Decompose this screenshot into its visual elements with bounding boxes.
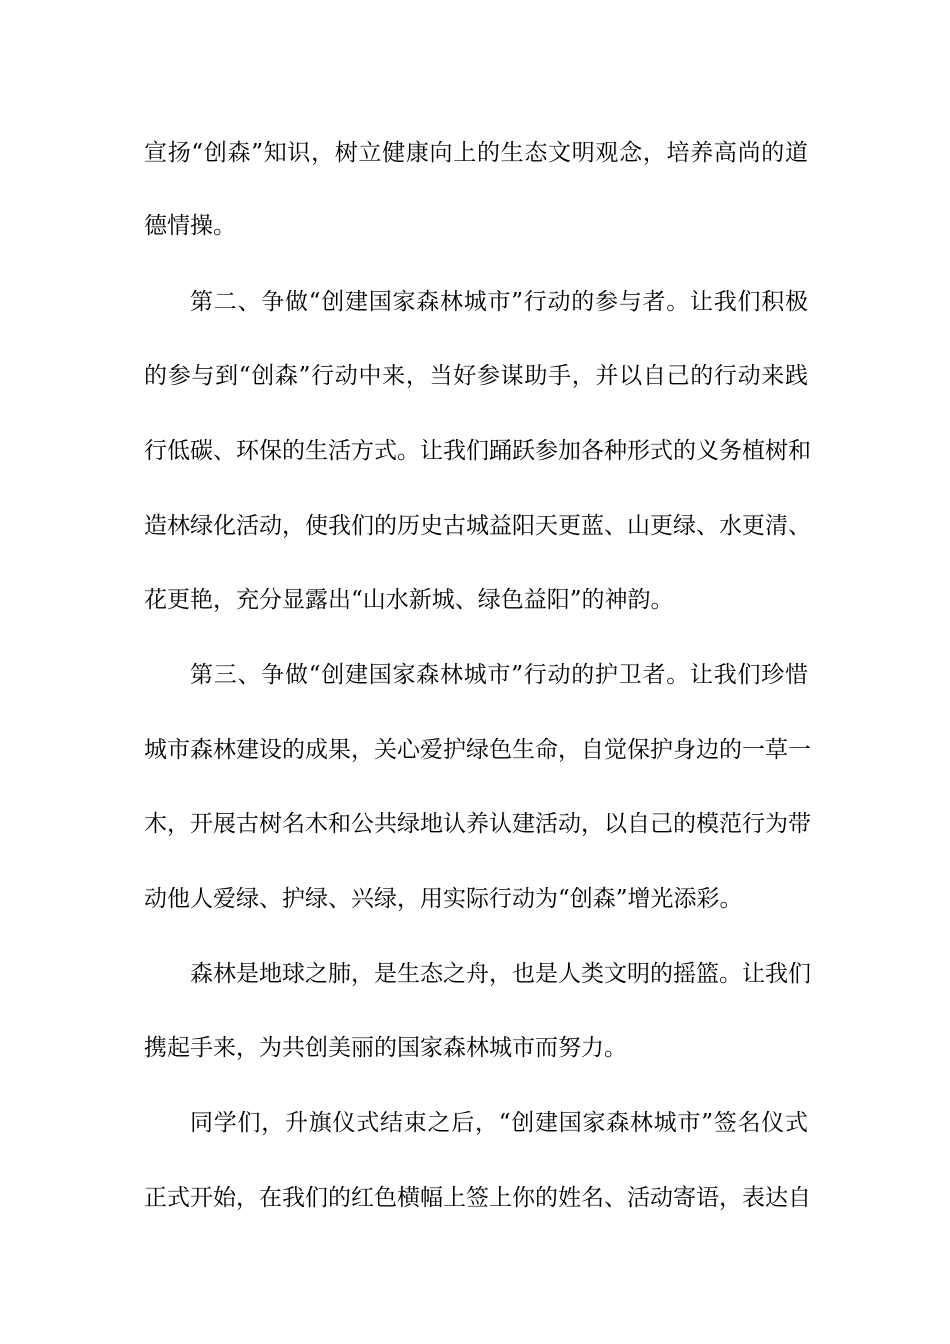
text-line: 正式开始，在我们的红色横幅上签上你的姓名、活动寄语，表达自 <box>144 1185 811 1211</box>
text-line: 行低碳、环保的生活方式。让我们踊跃参加各种形式的义务植树和 <box>144 438 811 464</box>
paragraph-first-line: 第二、争做“创建国家森林城市”行动的参与者。让我们积极 <box>190 289 808 315</box>
paragraph-first-line: 森林是地球之肺，是生态之舟，也是人类文明的摇篮。让我们 <box>190 961 811 987</box>
text-line: 动他人爱绿、护绿、兴绿，用实际行动为“创森”增光添彩。 <box>144 886 743 912</box>
text-line: 德情操。 <box>144 213 236 239</box>
text-line: 宣扬“创森”知识，树立健康向上的生态文明观念，培养高尚的道 <box>144 140 808 166</box>
text-line: 城市森林建设的成果，关心爱护绿色生命，自觉保护身边的一草一 <box>144 737 811 763</box>
paragraph-first-line: 第三、争做“创建国家森林城市”行动的护卫者。让我们珍惜 <box>190 662 808 688</box>
text-line: 的参与到“创森”行动中来，当好参谋助手，并以自己的行动来践 <box>144 363 808 389</box>
text-line: 花更艳，充分显露出“山水新城、绿色益阳”的神韵。 <box>144 587 674 613</box>
paragraph-first-line: 同学们，升旗仪式结束之后，“创建国家森林城市”签名仪式 <box>190 1110 808 1136</box>
text-line: 木，开展古树名木和公共绿地认养认建活动，以自己的模范行为带 <box>144 811 811 837</box>
text-line: 携起手来，为共创美丽的国家森林城市而努力。 <box>144 1035 627 1061</box>
text-line: 造林绿化活动，使我们的历史古城益阳天更蓝、山更绿、水更清、 <box>144 513 811 539</box>
